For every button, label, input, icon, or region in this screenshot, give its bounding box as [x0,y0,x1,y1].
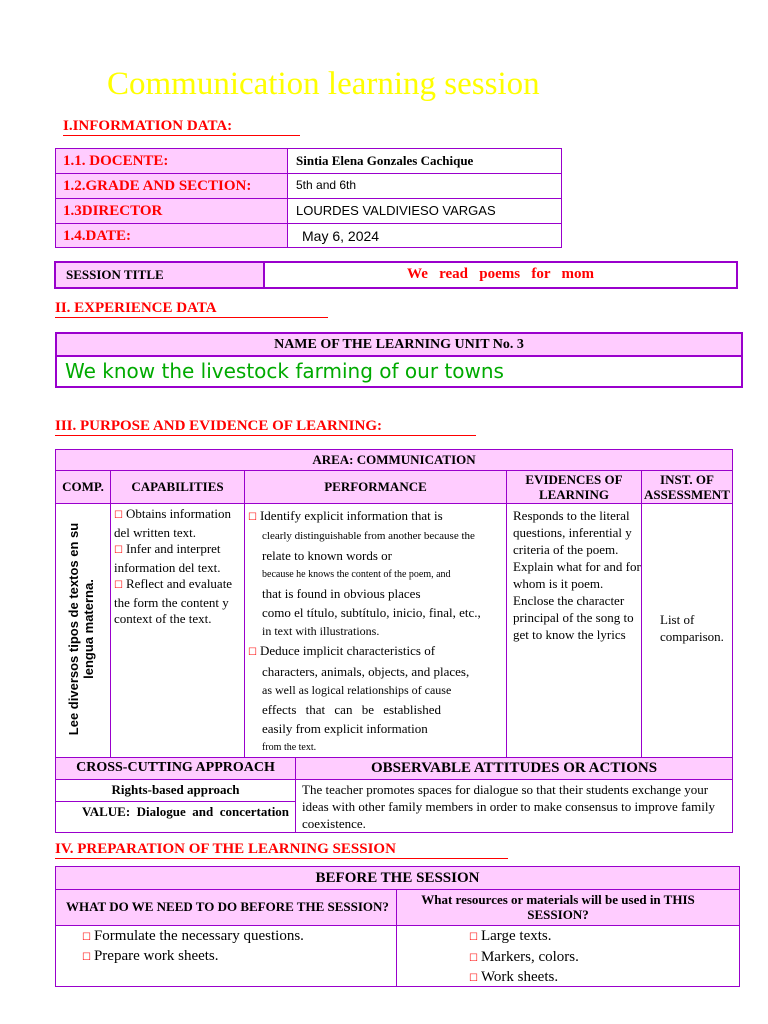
info-label-cell [55,223,288,248]
performance-line: relate to known words or [262,548,392,563]
session-value: We read poems for mom [407,266,594,282]
crosscutting-table [55,757,733,833]
performance-line: from the text. [262,742,317,753]
material-item: ☐ Work sheets. [469,969,559,985]
attitudes-text: The teacher promotes spaces for dialogue so that their students exchange your ideas with other family members in order to make consensus to improve family coexistence. [295,779,733,833]
performance-line: como el título, subtítulo, inicio, final, etc., [262,605,481,620]
info-heading: I.INFORMATION DATA: [63,118,233,134]
evidence-list [513,507,641,643]
area-header: AREA: COMMUNICATION [55,449,733,471]
date-value: May 6, 2024 [302,228,380,244]
info-label-cell [55,173,288,199]
evidence-item: Responds to the literal questions, inferential y criteria of the poem. [513,508,632,557]
todo-cell [55,925,397,987]
evidence-item: Explain what for and for whom is it poem. [513,559,641,591]
date-label: 1.4.DATE: [63,228,132,244]
director-label: 1.3DIRECTOR [63,203,163,219]
assessment-text: List of comparison. [660,612,724,644]
performance-line: characters, animals, objects, and places, [262,664,470,679]
learning-unit-label: NAME OF THE LEARNING UNIT No. 3 [57,334,741,357]
todo-item: ☐ Prepare work sheets. [82,948,219,964]
performance-line: that is found in obvious places [262,586,421,601]
info-table [55,148,562,248]
material-item: ☐ Large texts. [469,928,552,944]
performance-text [248,506,504,757]
checkbox-bullet-icon: ☐ [82,932,91,943]
info-label-cell [55,198,288,224]
materials-list [469,927,579,989]
crosscutting-label: CROSS-CUTTING APPROACH [55,757,296,780]
docente-label: 1.1. DOCENTE: [63,153,169,169]
preparation-heading: IV. PREPARATION OF THE LEARNING SESSION [55,841,396,857]
session-label: SESSION TITLE [66,267,164,282]
info-heading-underline [63,135,300,136]
comp-header: COMP. [55,470,111,504]
capabilities-list [114,506,242,628]
assessment-header: INST. OF ASSESSMENT [641,470,733,504]
checkbox-bullet-icon: ☐ [469,952,478,964]
checkbox-bullet-icon: ☐ [114,580,123,591]
checkbox-bullet-icon: ☐ [248,647,257,658]
purpose-table [55,449,733,758]
purpose-heading: III. PURPOSE AND EVIDENCE OF LEARNING: [55,418,382,434]
experience-heading-underline [55,317,328,318]
capabilities-header: CAPABILITIES [110,470,245,504]
crosscutting-approach: Rights-based approach [55,779,296,802]
performance-line: easily from explicit information [262,721,428,736]
session-label-cell [56,263,265,287]
evidence-header: EVIDENCES OF LEARNING [506,470,642,504]
session-title-row [54,261,738,289]
performance-line: ☐ Identify explicit information that is [248,508,443,523]
performance-line: in text with illustrations. [262,624,380,638]
capability-item: ☐ Infer and interpret information del text. [114,541,221,575]
checkbox-bullet-icon: ☐ [114,545,123,556]
todo-header: WHAT DO WE NEED TO DO BEFORE THE SESSION? [55,889,397,926]
grade-label: 1.2.GRADE AND SECTION: [63,178,252,194]
info-value-cell [287,198,562,224]
evidence-cell [506,503,642,758]
info-value-cell [287,223,562,248]
info-value-cell [287,148,562,174]
performance-line: as well as logical relationships of cause [262,683,452,697]
info-label-cell [55,148,288,174]
director-value: LOURDES VALDIVIESO VARGAS [296,203,496,218]
purpose-heading-underline [55,435,476,436]
evidence-item: Enclose the character principal of the song to get to know the lyrics [513,593,634,642]
checkbox-bullet-icon: ☐ [248,512,257,523]
performance-line: ☐ Deduce implicit characteristics of [248,643,436,658]
preparation-table [55,866,740,987]
checkbox-bullet-icon: ☐ [82,952,91,963]
grade-value: 5th and 6th [296,178,357,192]
capability-item: ☐ Reflect and evaluate the form the content y context of the text. [114,576,233,626]
performance-cell [244,503,507,758]
checkbox-bullet-icon: ☐ [114,510,123,521]
preparation-heading-underline [55,858,508,859]
materials-header: What resources or materials will be used in THIS SESSION? [396,889,740,926]
materials-cell [396,925,740,987]
attitudes-label: OBSERVABLE ATTITUDES OR ACTIONS [295,757,733,780]
docente-value: Sintia Elena Gonzales Cachique [296,153,474,168]
material-item: ☐ Markers, colors. [469,948,579,965]
learning-unit-value: We know the livestock farming of our towns [65,359,504,383]
experience-heading: II. EXPERIENCE DATA [55,300,217,316]
performance-line: because he knows the content of the poem, and [262,569,451,580]
todo-list [82,927,304,967]
performance-line: clearly distinguishable from another because the [262,530,475,542]
todo-item: ☐ Formulate the necessary questions. [82,928,304,944]
before-session-header: BEFORE THE SESSION [55,866,740,890]
checkbox-bullet-icon: ☐ [469,932,478,943]
learning-unit-box [55,332,743,388]
info-value-cell [287,173,562,199]
competency-cell [55,503,111,758]
assessment-cell [641,503,733,758]
page-title: Communication learning session [107,66,540,102]
competency-text: Lee diversos tipos de textos en su lengua materna. [66,522,96,736]
capability-item: ☐ Obtains information del written text. [114,506,232,540]
checkbox-bullet-icon: ☐ [469,973,478,984]
performance-line: effects that can be established [262,702,441,717]
capabilities-cell [110,503,245,758]
crosscutting-value: VALUE: Dialogue and concertation [55,801,296,833]
performance-header: PERFORMANCE [244,470,507,504]
